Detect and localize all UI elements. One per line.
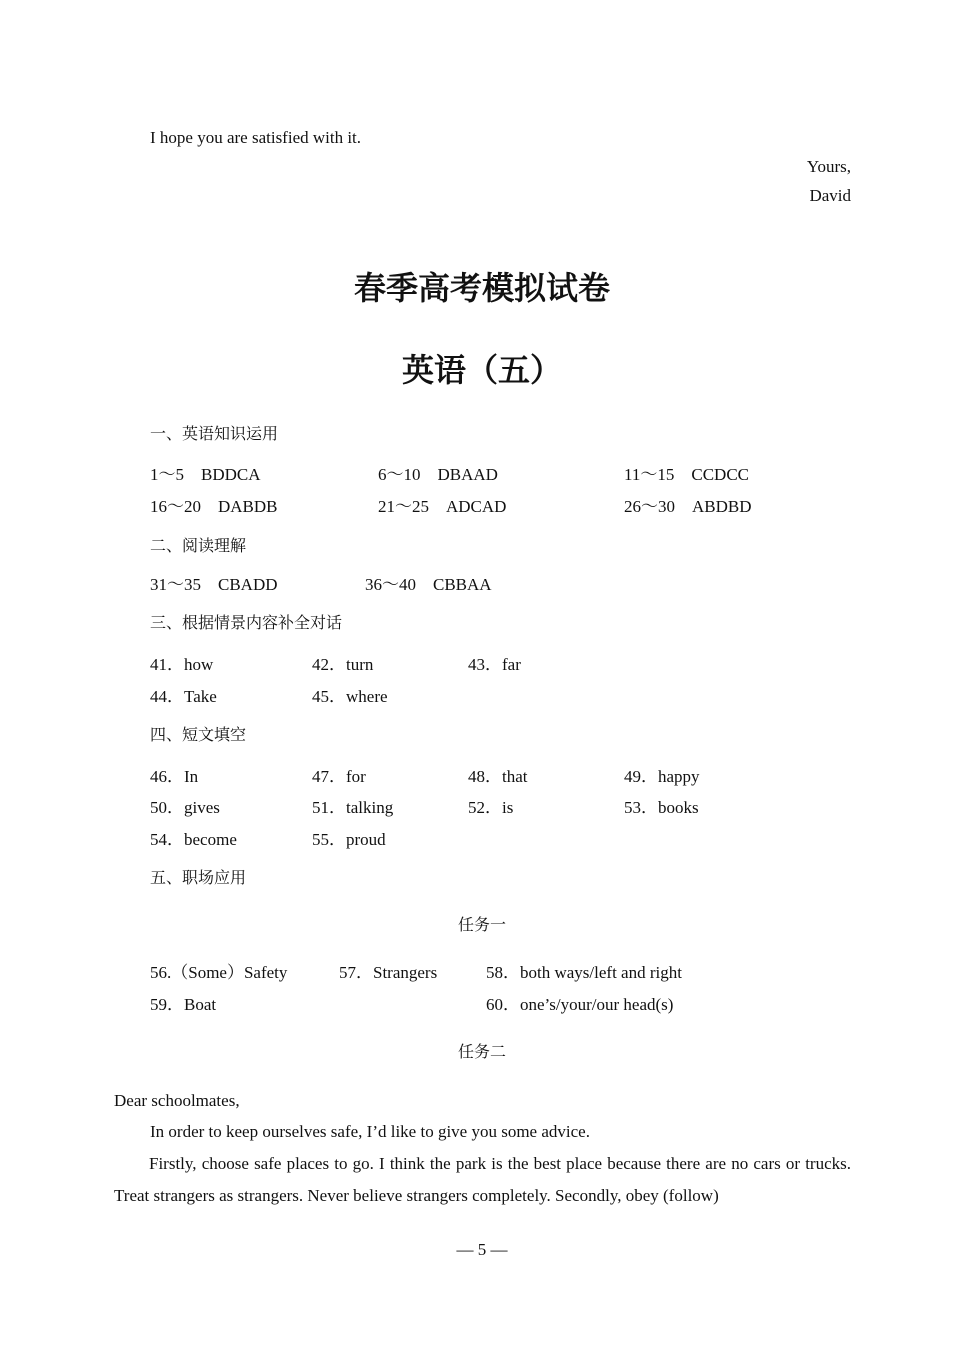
answer-item: 48．that: [468, 767, 528, 786]
answer-item: 16～20 DABDB: [150, 497, 278, 516]
answer-item: 52．is: [468, 798, 514, 817]
answer-item: 49．happy: [624, 767, 700, 786]
essay-paragraph: Firstly, choose safe places to go. I think the park is the best place because there are no cars or trucks. Treat strangers as strangers. Never believe strangers completely. Secondly, obey (follow): [114, 1154, 851, 1205]
answer-item: 41．how: [150, 655, 214, 674]
signature: David: [809, 186, 851, 205]
page-number: — 5 —: [456, 1240, 508, 1259]
answer-item: 11～15 CCDCC: [624, 465, 750, 484]
answer-item: 6～10 DBAAD: [378, 465, 498, 484]
answer-item: 1～5 BDDCA: [150, 465, 261, 484]
page-title: 春季高考模拟试卷: [353, 269, 610, 307]
answer-item: 56.（Some）Safety: [150, 963, 288, 982]
answer-item: 42．turn: [312, 655, 374, 674]
answer-item: 50．gives: [150, 798, 220, 817]
answer-item: 53．books: [624, 798, 699, 817]
task1-title: 任务一: [457, 915, 506, 934]
sign-off: Yours,: [806, 157, 851, 176]
answer-item: 26～30 ABDBD: [624, 497, 752, 516]
answer-item: 43．far: [468, 655, 521, 674]
closing-line: I hope you are satisfied with it.: [150, 128, 362, 147]
answer-item: 31～35 CBADD: [150, 575, 278, 594]
answer-item: 58．both ways/left and right: [486, 963, 682, 982]
answer-item: 46．In: [150, 767, 199, 786]
section-heading-5: 五、职场应用: [150, 868, 247, 887]
answer-item: 55．proud: [312, 830, 386, 849]
answer-item: 54．become: [150, 830, 237, 849]
section-heading-4: 四、短文填空: [150, 725, 247, 744]
answer-item: 45．where: [312, 687, 388, 706]
essay-greeting: Dear schoolmates,: [114, 1091, 240, 1110]
section-heading-3: 三、根据情景内容补全对话: [150, 613, 343, 632]
answer-item: 59．Boat: [150, 995, 217, 1014]
answer-item: 21～25 ADCAD: [378, 497, 507, 516]
section-heading-1: 一、英语知识运用: [150, 424, 279, 443]
essay-line: In order to keep ourselves safe, I’d like to give you some advice.: [150, 1122, 590, 1141]
answer-item: 60．one’s/your/our head(s): [486, 995, 674, 1014]
task2-title: 任务二: [457, 1042, 506, 1061]
answer-item: 36～40 CBBAA: [365, 575, 492, 594]
answer-item: 57．Strangers: [339, 963, 438, 982]
answer-item: 51．talking: [312, 798, 394, 817]
answer-item: 47．for: [312, 767, 366, 786]
answer-item: 44．Take: [150, 687, 217, 706]
section-heading-2: 二、阅读理解: [150, 536, 247, 555]
page-subtitle: 英语（五）: [401, 351, 562, 389]
